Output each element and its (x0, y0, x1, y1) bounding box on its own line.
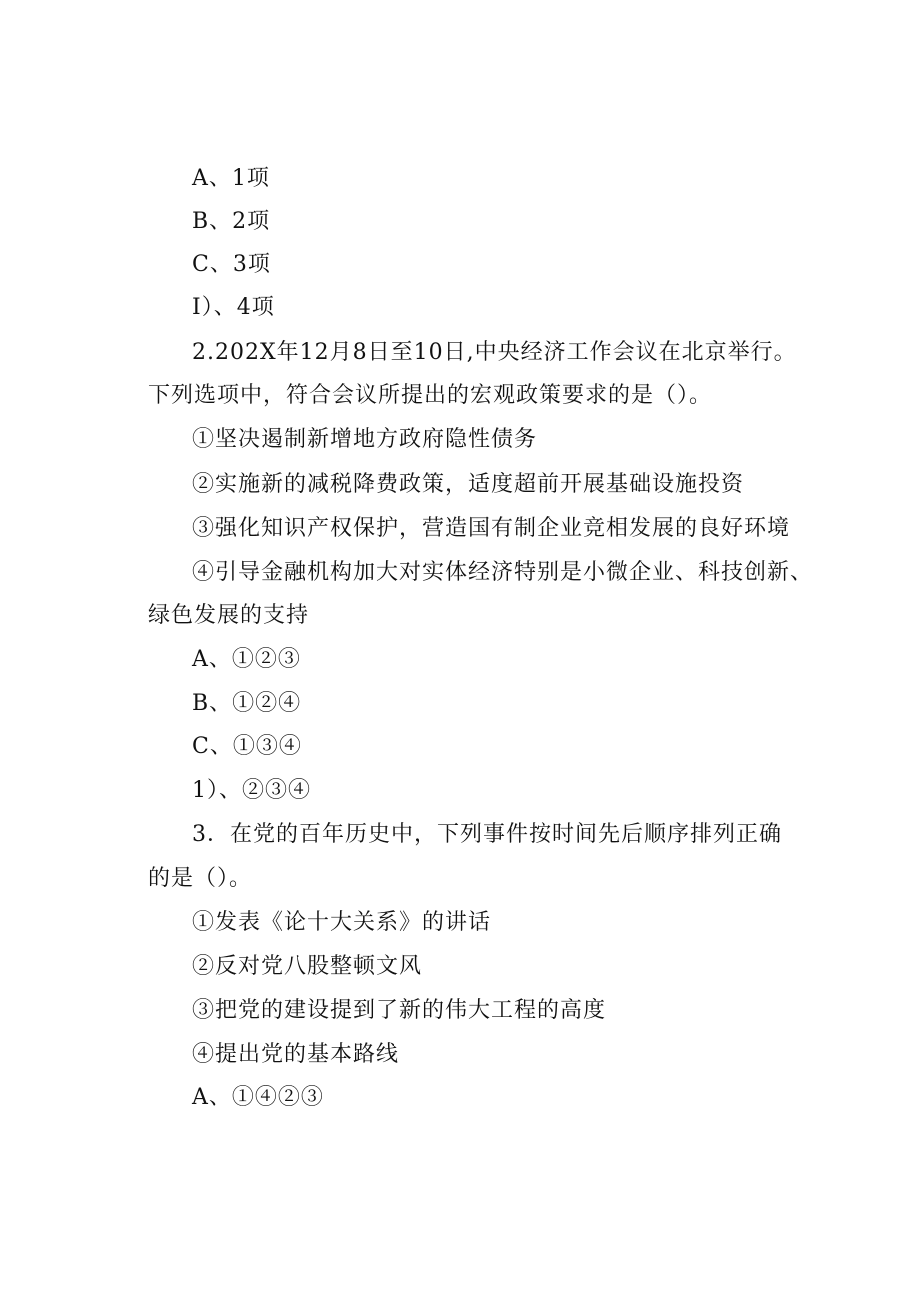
q3-statement-2: ②反对党八股整顿文风 (192, 954, 423, 979)
q2-statement-4-cont: 绿色发展的支持 (148, 603, 310, 628)
q2-stem-line2: 下列选项中，符合会议所提出的宏观政策要求的是（）。 (148, 383, 713, 408)
q3-statement-1: ①发表《论十大关系》的讲话 (192, 910, 492, 935)
q3-stem-line1: 3．在党的百年历史中，下列事件按时间先后顺序排列正确 (192, 822, 782, 847)
q2-statement-2: ②实施新的减税降费政策，适度超前开展基础设施投资 (192, 472, 745, 497)
q1-option-b: B、2项 (192, 209, 271, 234)
q1-option-a: A、1项 (192, 166, 270, 191)
q2-option-a: A、①②③ (192, 647, 301, 672)
q2-stem-line1: 2.202X年12月8日至10日,中央经济工作会议在北京举行。 (192, 340, 797, 365)
q3-option-a: A、①④②③ (192, 1085, 324, 1110)
q2-option-b: B、①②④ (192, 691, 302, 716)
q1-option-c: C、3项 (192, 252, 271, 277)
q2-option-d: 1）、②③④ (192, 778, 311, 803)
q2-statement-3: ③强化知识产权保护，营造国有制企业竞相发展的良好环境 (192, 516, 791, 541)
q3-statement-4: ④提出党的基本路线 (192, 1042, 400, 1067)
q3-stem-line2: 的是（）。 (148, 866, 253, 891)
q2-option-c: C、①③④ (192, 734, 302, 759)
q3-statement-3: ③把党的建设提到了新的伟大工程的高度 (192, 998, 607, 1023)
q2-statement-4: ④引导金融机构加大对实体经济特别是小微企业、科技创新、 (192, 560, 814, 585)
q1-option-d: I）、4项 (192, 295, 275, 320)
q2-statement-1: ①坚决遏制新增地方政府隐性债务 (192, 427, 538, 452)
